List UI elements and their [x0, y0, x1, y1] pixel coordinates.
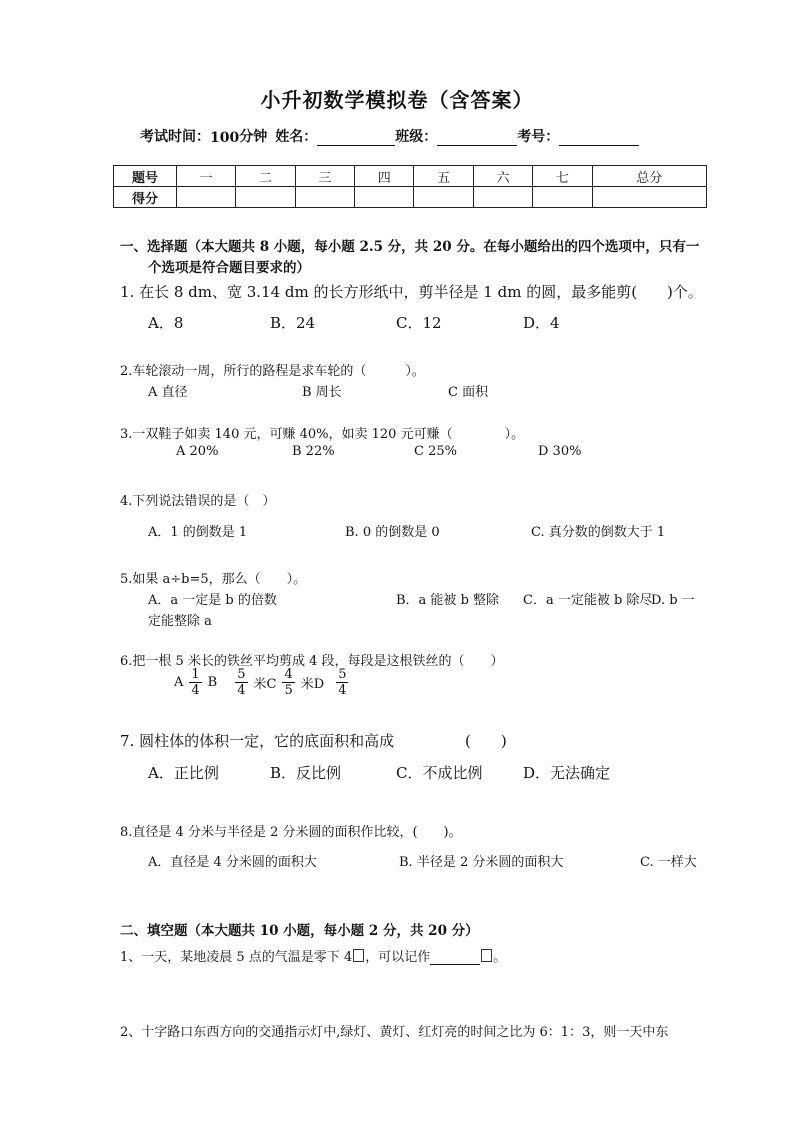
q8-option-c: C. 一样大: [640, 855, 697, 870]
class-blank[interactable]: [437, 131, 517, 146]
name-blank[interactable]: [317, 131, 395, 146]
question-6: 6.把一根 5 米长的铁丝平均剪成 4 段，每段是这根铁丝的（ ）: [120, 654, 504, 669]
q3-option-c: C 25%: [414, 444, 457, 459]
score-cell[interactable]: [592, 187, 706, 208]
score-cell[interactable]: [177, 187, 236, 208]
question-2: 2.车轮滚动一周，所行的路程是求车轮的（ ）。: [120, 364, 425, 379]
class-label: 班级：: [395, 129, 438, 145]
id-label: 考号：: [517, 129, 560, 145]
score-cell[interactable]: [295, 187, 354, 208]
q8-option-a: A．直径是 4 分米圆的面积大: [148, 855, 317, 870]
section1-heading-line1: 一、选择题（本大题共 8 小题，每小题 2.5 分，共 20 分。在每小题给出的四个选项中，只有一: [120, 239, 700, 255]
q4-option-c: C. 真分数的倒数大于 1: [531, 525, 666, 540]
q5-option-d-cont: 定能整除 a: [148, 614, 212, 629]
unit-glyph-box: [353, 949, 364, 962]
score-table-header: 六: [473, 166, 532, 187]
q6-unit-b: 米C: [253, 677, 277, 692]
score-cell[interactable]: [355, 187, 414, 208]
q5-option-c: C．a 一定能被 b 除尽: [523, 593, 653, 608]
q5-option-a: A．a 一定是 b 的倍数: [148, 593, 277, 608]
q7-paren: ( ): [465, 732, 507, 750]
q5-option-b: B．a 能被 b 整除: [396, 593, 500, 608]
q1-option-d: D．4: [523, 314, 560, 332]
section2-heading: 二、填空题（本大题共 10 小题，每小题 2 分，共 20 分）: [120, 923, 479, 939]
q6-fraction-c: $\frac{4}{5}$: [284, 667, 293, 698]
time-label: 考试时间：: [140, 129, 210, 145]
q7-option-c: C．不成比例: [396, 764, 483, 782]
page-title: 小升初数学模拟卷（含答案）: [260, 88, 534, 112]
score-table-header: 一: [177, 166, 236, 187]
q1-option-b: B．24: [270, 314, 316, 332]
score-table-header: 七: [533, 166, 592, 187]
fill-question-1: 1、一天，某地凌晨 5 点的气温是零下 4 ，可以记作 。: [120, 950, 507, 965]
score-table-header: 总分: [592, 166, 706, 187]
q6-fraction-b: $\frac{5}{4}$: [237, 667, 246, 698]
q2-option-a: A 直径: [148, 385, 188, 400]
q3-option-b: B 22%: [292, 444, 335, 459]
score-table-header: 二: [236, 166, 295, 187]
exam-info-line: [140, 126, 639, 146]
name-label: 姓名：: [275, 129, 318, 145]
question-5: 5.如果 a÷b=5，那么（ ）。: [120, 572, 307, 587]
q6-label-b: B: [207, 675, 218, 690]
q8-option-b: B. 半径是 2 分米圆的面积大: [399, 855, 564, 870]
question-1: 1. 在长 8 dm、宽 3.14 dm 的长方形纸中，剪半径是 1 dm 的圆，最多能剪( )个。: [120, 283, 703, 301]
q1-option-a: A．8: [148, 314, 184, 332]
score-table-header: 题号: [114, 166, 177, 187]
answer-blank[interactable]: [430, 951, 480, 965]
q7-option-d: D．无法确定: [523, 764, 611, 782]
q7-option-b: B．反比例: [270, 764, 342, 782]
q6-fraction-a: $\frac{1}{4}$: [191, 667, 200, 698]
question-7: 7. 圆柱体的体积一定，它的底面积和高成: [120, 732, 395, 750]
time-value: 100: [210, 130, 240, 146]
score-table-header: 三: [295, 166, 354, 187]
score-table-row: [114, 187, 707, 208]
score-table-header-row: [114, 166, 707, 187]
score-cell[interactable]: [414, 187, 473, 208]
q2-option-b: B 周长: [302, 385, 342, 400]
time-unit: 分钟: [239, 129, 268, 145]
question-8: 8.直径是 4 分米与半径是 2 分米圆的面积作比较，( )。: [120, 825, 462, 840]
score-cell[interactable]: [473, 187, 532, 208]
q3-option-d: D 30%: [538, 444, 582, 459]
question-3: 3.一双鞋子如卖 140 元，可赚 40%，如卖 120 元可赚（ ）。: [120, 427, 525, 442]
score-cell[interactable]: [236, 187, 295, 208]
q3-option-a: A 20%: [176, 444, 219, 459]
score-cell[interactable]: [533, 187, 592, 208]
q6-label-a: A: [174, 675, 184, 690]
fill-question-2: 2、十字路口东西方向的交通指示灯中,绿灯、黄灯、红灯亮的时间之比为 6：1：3，则一天中东: [120, 1025, 669, 1040]
score-table-header: 四: [355, 166, 414, 187]
q1-option-c: C．12: [396, 314, 442, 332]
question-4: 4.下列说法错误的是（ ）: [120, 494, 276, 509]
q4-option-a: A．1 的倒数是 1: [148, 525, 248, 540]
unit-glyph-box: [481, 949, 492, 962]
section1-heading-line2: 个选项是符合题目要求的）: [148, 260, 310, 276]
id-blank[interactable]: [559, 131, 639, 146]
q6-unit-c: 米D: [300, 677, 325, 692]
q4-option-b: B. 0 的倒数是 0: [345, 525, 440, 540]
q6-fraction-d: $\frac{5}{4}$: [338, 667, 347, 698]
q2-option-c: C 面积: [448, 385, 489, 400]
score-table: [113, 165, 707, 208]
q7-option-a: A．正比例: [148, 764, 219, 782]
score-row-label: 得分: [114, 187, 177, 208]
q5-option-d: D. b 一: [651, 593, 695, 608]
q6-options: [170, 667, 350, 698]
score-table-header: 五: [414, 166, 473, 187]
